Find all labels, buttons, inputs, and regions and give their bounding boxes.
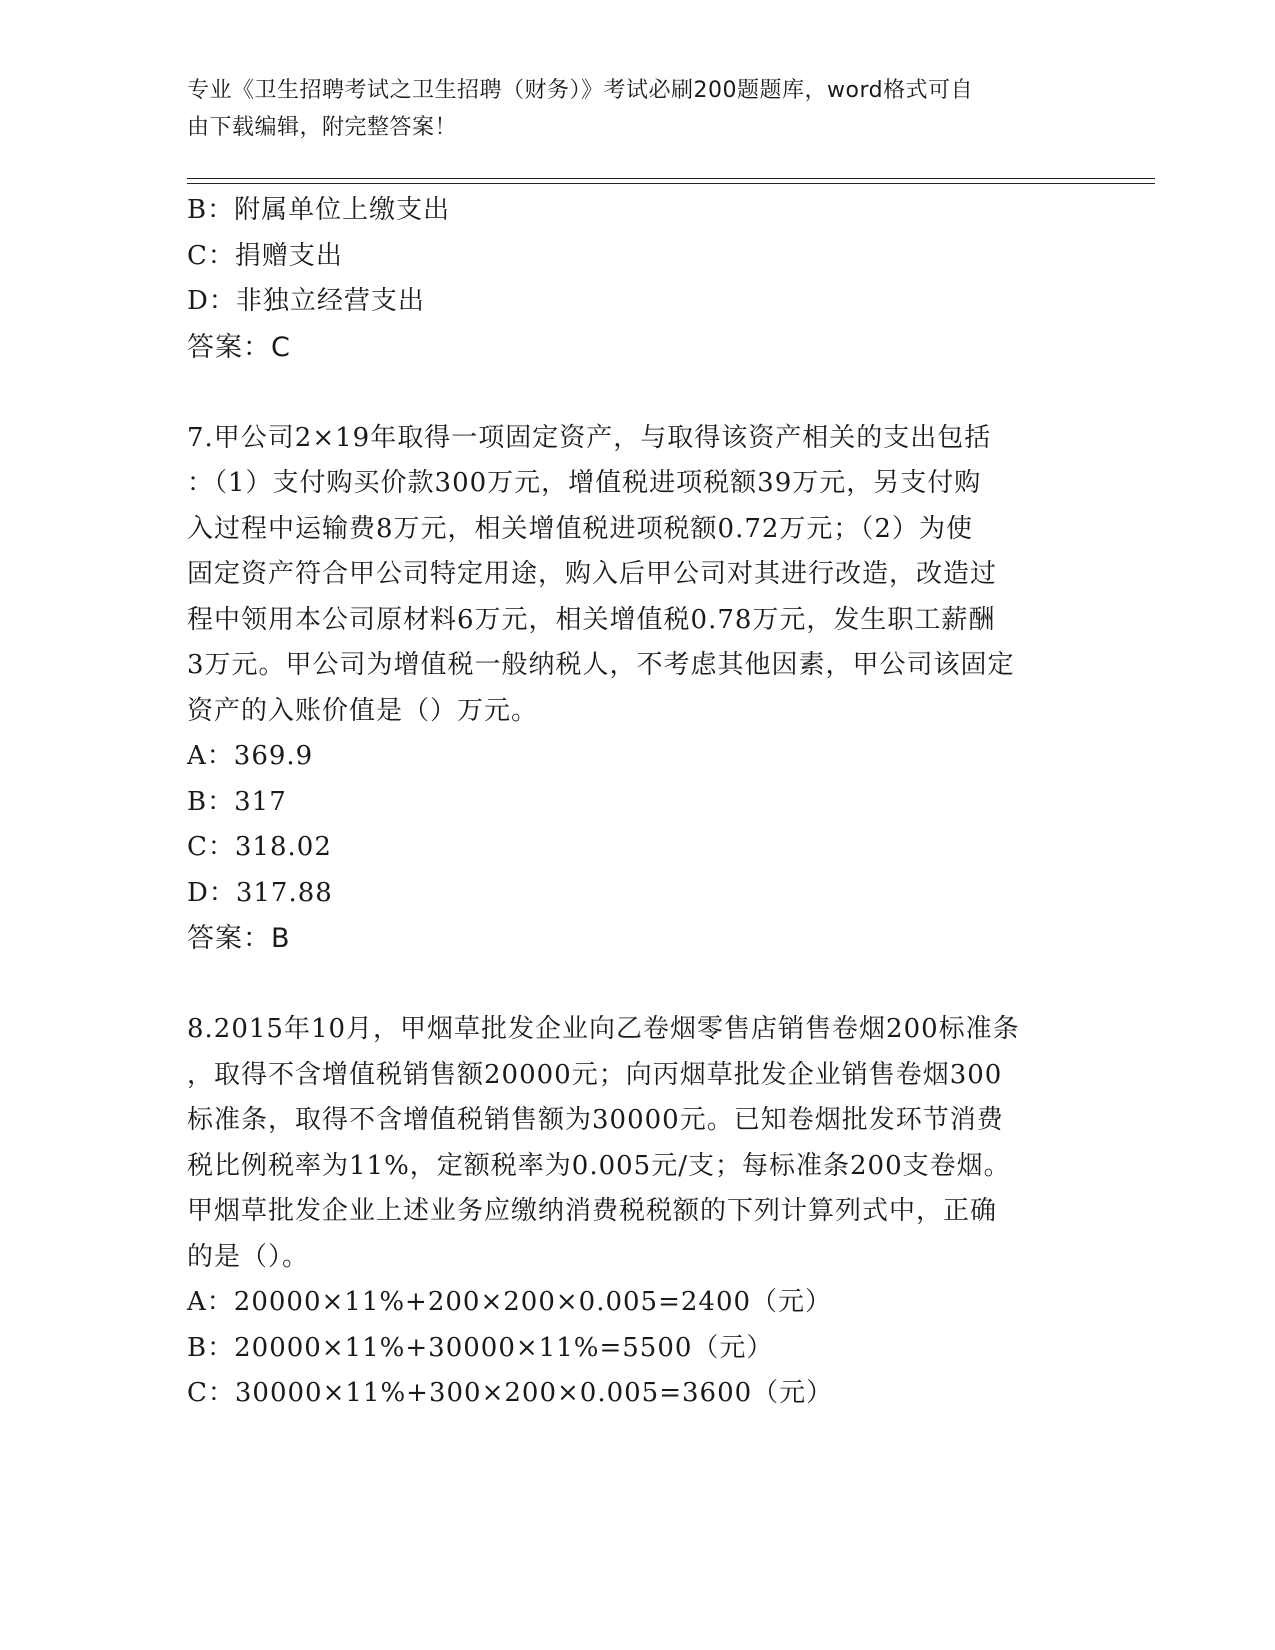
question-8 (187, 1007, 1087, 1417)
question-text-line: 甲烟草批发企业上述业务应缴纳消费税税额的下列计算列式中，正确 (187, 1196, 998, 1226)
answer-label: 答案：C (187, 331, 291, 363)
question-text-line: 7.甲公司2×19年取得一项固定资产，与取得该资产相关的支出包括 (187, 422, 992, 453)
spacer (187, 962, 1087, 1008)
option-b: B：20000×11%+30000×11%=5500（元） (187, 1332, 774, 1363)
question-text-line: 税比例税率为11%，定额税率为0.005元/支；每标准条200支卷烟。 (187, 1150, 1011, 1181)
header-line-2: 由下载编辑，附完整答案！ (187, 115, 458, 140)
question-text-line: 3万元。甲公司为增值税一般纳税人，不考虑其他因素，甲公司该固定 (187, 650, 1015, 680)
document-body (187, 188, 1087, 1417)
option-c: C：30000×11%+300×200×0.005=3600（元） (187, 1378, 834, 1408)
option-a: A：369.9 (187, 741, 314, 771)
option-a: A：20000×11%+200×200×0.005=2400（元） (187, 1287, 833, 1317)
question-text-line: 资产的入账价值是（）万元。 (187, 695, 539, 726)
document-header (187, 72, 1087, 146)
question-text-line: 入过程中运输费8万元，相关增值税进项税额0.72万元；（2）为使 (187, 513, 973, 544)
option-c: C：318.02 (187, 832, 332, 862)
question-7 (187, 416, 1087, 962)
header-divider-top (187, 178, 1155, 179)
option-d: D：非独立经营支出 (187, 286, 425, 316)
answer-label: 答案：B (187, 923, 291, 954)
header-line-1: 专业《卫生招聘考试之卫生招聘（财务）》考试必刷200题题库，word格式可自 (187, 78, 974, 103)
question-text-line: 的是（）。 (187, 1241, 310, 1272)
question-6-tail (187, 188, 1087, 370)
option-b: B：附属单位上缴支出 (187, 195, 451, 225)
option-c: C：捐赠支出 (187, 240, 343, 271)
question-text-line: ，取得不含增值税销售额20000元；向丙烟草批发企业销售卷烟300 (187, 1059, 1003, 1090)
question-text-line: 固定资产符合甲公司特定用途，购入后甲公司对其进行改造，改造过 (187, 559, 998, 589)
question-text-line: 程中领用本公司原材料6万元，相关增值税0.78万元，发生职工薪酬 (187, 604, 996, 635)
spacer (187, 370, 1087, 416)
question-text-line: ：（1）支付购买价款300万元，增值税进项税额39万元，另支付购 (187, 468, 982, 498)
question-text-line: 8.2015年10月，甲烟草批发企业向乙卷烟零售店销售卷烟200标准条 (187, 1014, 1020, 1044)
option-b: B：317 (187, 786, 287, 817)
header-divider-bottom (187, 183, 1155, 184)
question-text-line: 标准条，取得不含增值税销售额为30000元。已知卷烟批发环节消费 (187, 1105, 1004, 1135)
option-d: D：317.88 (187, 877, 333, 908)
